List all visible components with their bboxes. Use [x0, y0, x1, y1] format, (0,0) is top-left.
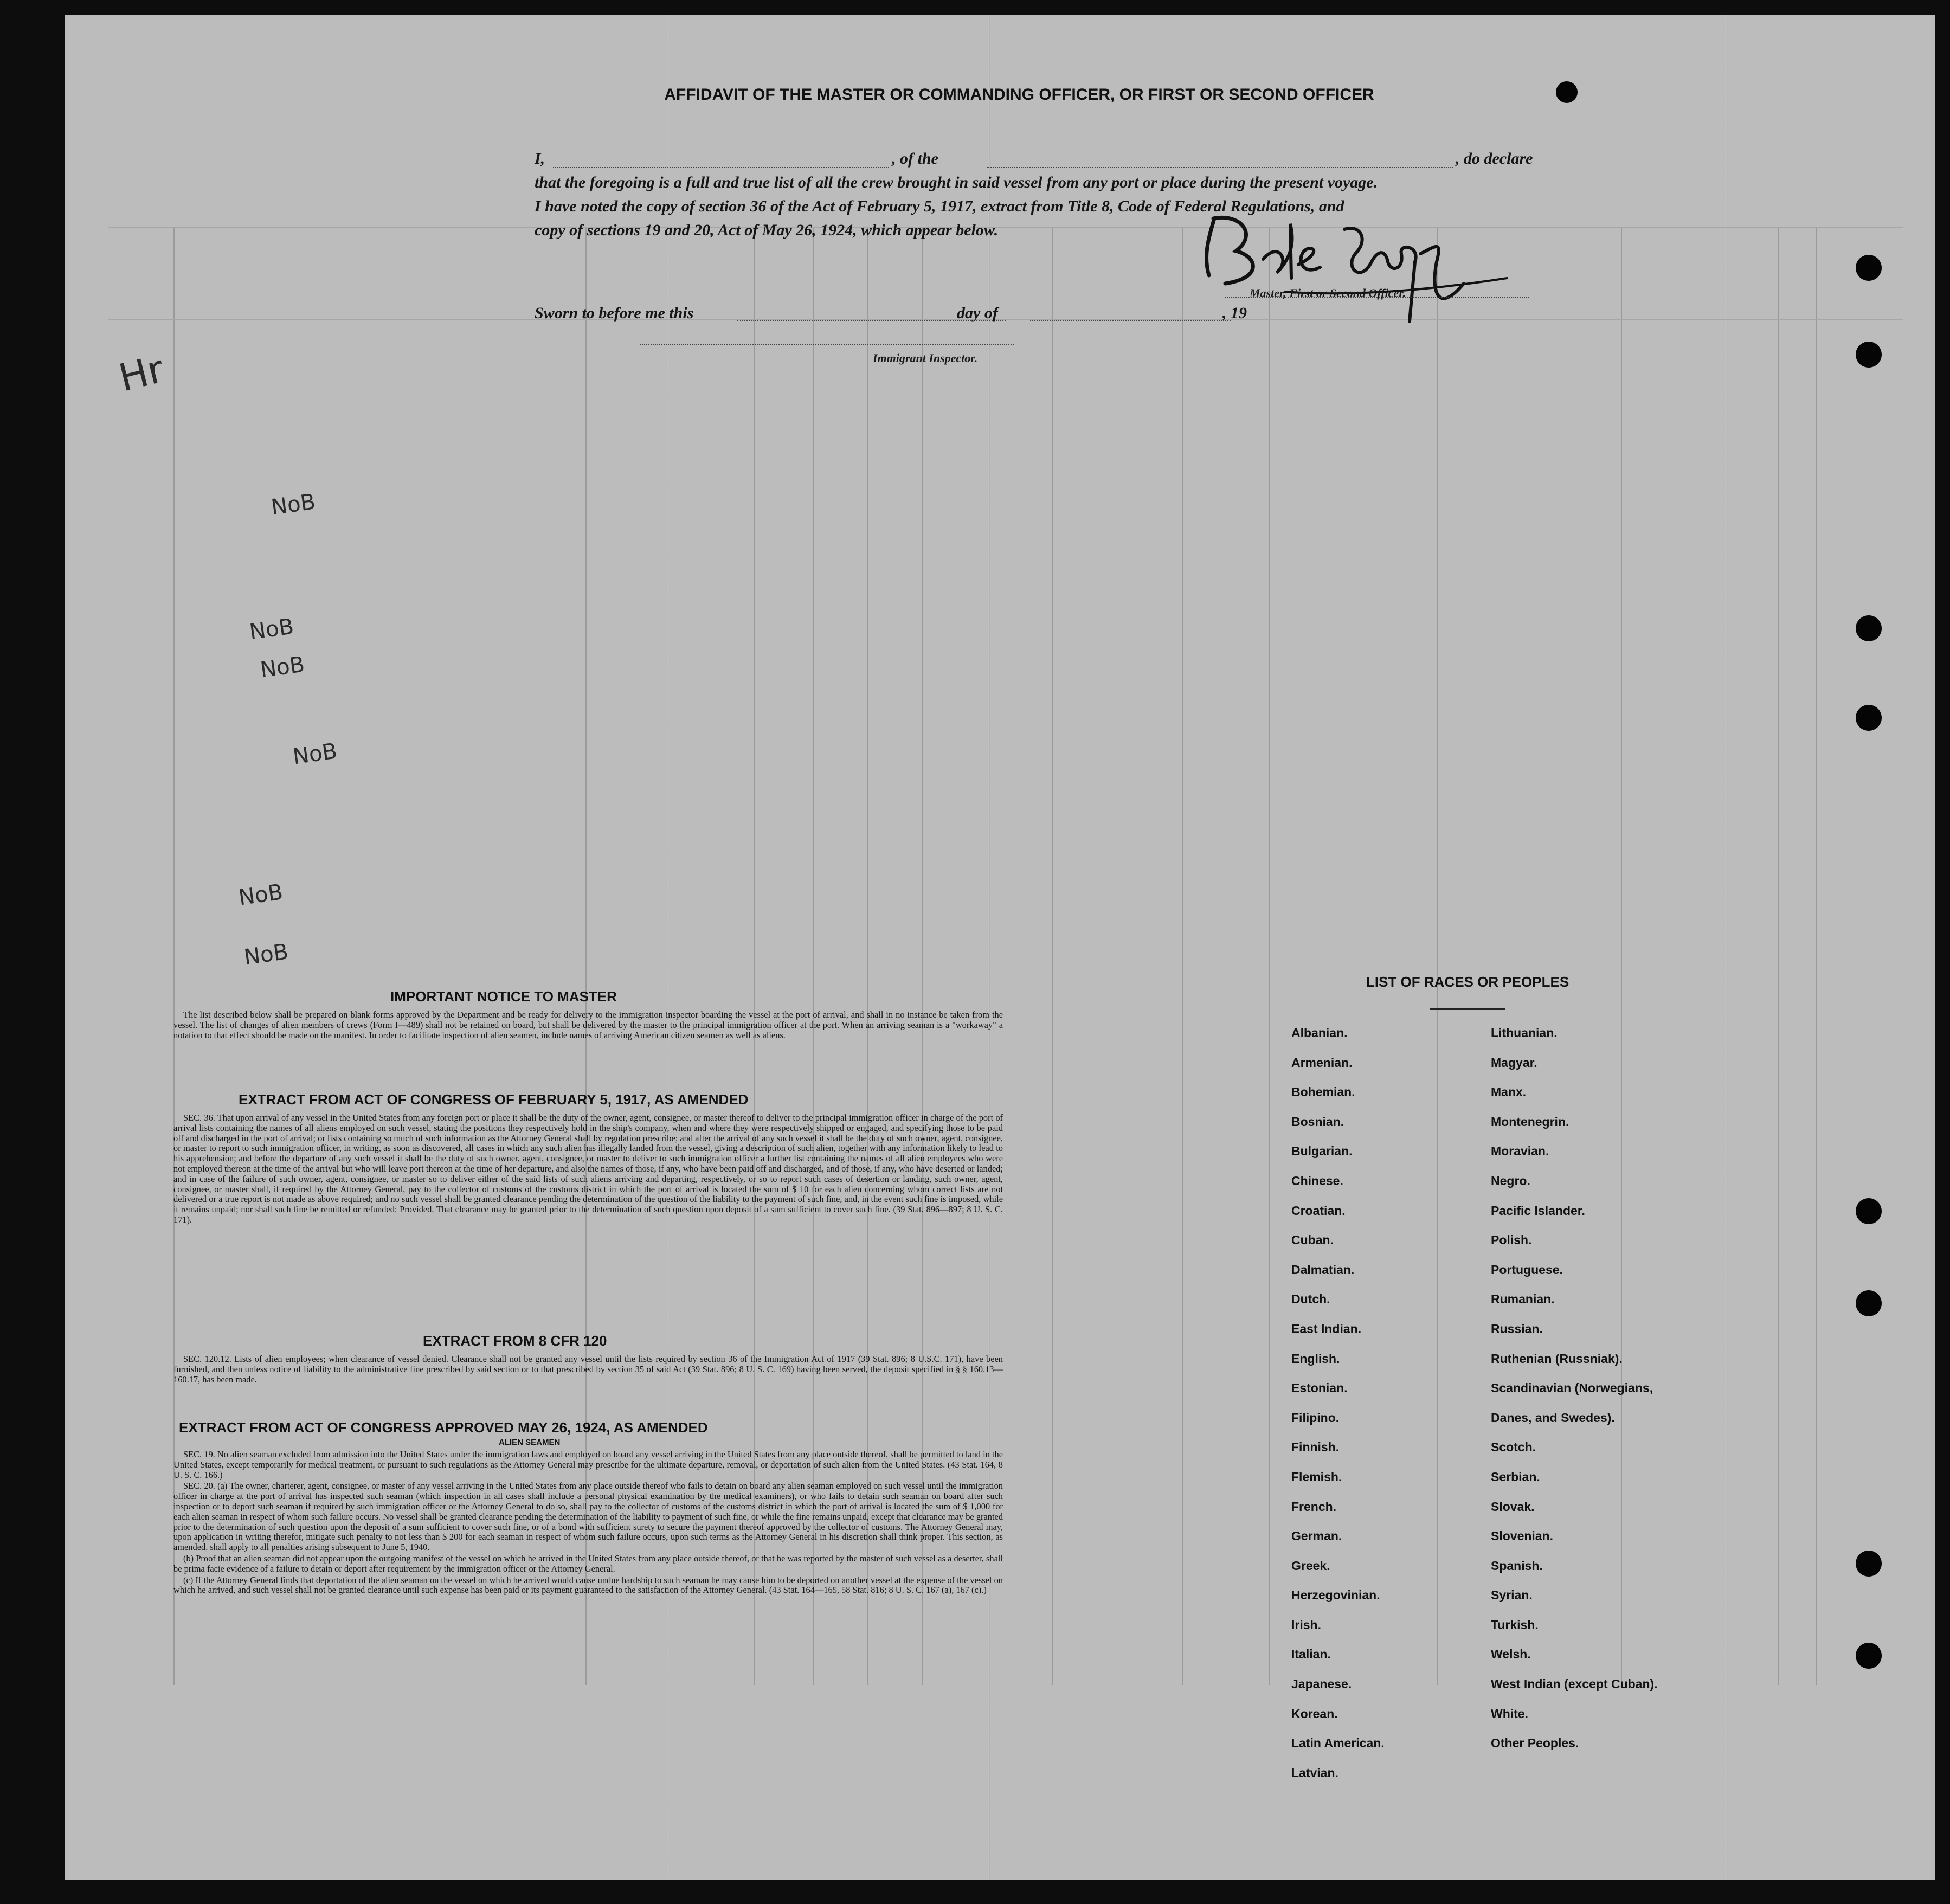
race-item: Slovak. — [1491, 1499, 1535, 1514]
inspector-caption: Immigrant Inspector. — [873, 351, 978, 365]
sworn-month-blank — [1030, 320, 1231, 321]
punch-hole — [1856, 1643, 1882, 1669]
race-item: Pacific Islander. — [1491, 1203, 1585, 1218]
extract-cfr-sec120: SEC. 120.12. Lists of alien employees; when clearance of vessel denied. Clearance shall not be granted any vessel until the lists required by section 36 of the Immigration Act of 1917 (39 Stat. 896; 8 U.S.C. 171), have been furnished, and then unless notice of liability to the administrative fine prescribed by said section or to that prescribed by section 35 of said Act (39 Stat. 896; 8 U. S. C. 169) having been served, the deposit specified in § § 160.13—160.17, has been made. — [173, 1354, 1003, 1385]
race-item: Slovenian. — [1491, 1529, 1554, 1543]
race-item: White. — [1491, 1706, 1528, 1721]
ghost-column-rule — [1778, 227, 1779, 1685]
race-item: Estonian. — [1291, 1381, 1348, 1395]
notice-body — [173, 1010, 1003, 1041]
race-item: Armenian. — [1291, 1055, 1353, 1070]
race-item: Scandinavian (Norwegians, — [1491, 1381, 1653, 1395]
race-item: East Indian. — [1291, 1321, 1362, 1336]
margin-note: NoB — [237, 879, 285, 911]
race-item: Lithuanian. — [1491, 1026, 1558, 1040]
punch-hole — [1856, 705, 1882, 731]
races-title: LIST OF RACES OR PEOPLES — [1366, 974, 1569, 990]
ghost-row-rule — [108, 227, 1903, 228]
extract-1924-sec20c: (c) If the Attorney General finds that deportation of the alien seaman on the vessel on which he arrived would cause undue hardship to such seaman he may cause him to be deported on another vessel at the expense of the vessel on which he arrived, and such vessel shall not be granted clearance until such expense has been paid or its payment guaranteed to the satisfaction of the Attorney General. (43 Stat. 164—165, 58 Stat. 816; 8 U. S. C. 167 (a), 167 (c).) — [173, 1574, 1003, 1596]
race-item: Japanese. — [1291, 1677, 1352, 1691]
day-of-label: day of — [957, 304, 998, 322]
race-item: Ruthenian (Russniak). — [1491, 1351, 1623, 1366]
fold-line — [987, 15, 990, 1880]
race-item: Bohemian. — [1291, 1085, 1355, 1099]
margin-note: Hr — [114, 346, 169, 401]
extract-1924-sec19: SEC. 19. No alien seaman excluded from admission into the United States under the immigration laws and employed on board any vessel arriving in the United States from any place outside thereof, shall be permitted to land in the United States, except temporarily for medical treatment, or pursuant to such regulations as the Attorney General may prescribe for the ultimate departure, removal, or deportation of such alien from the United States. (43 Stat. 164, 8 U. S. C. 166.) — [173, 1449, 1003, 1480]
race-item: Danes, and Swedes). — [1491, 1410, 1615, 1425]
races-list-left — [1291, 1018, 1385, 1787]
extract-1924-subtitle: ALIEN SEAMEN — [499, 1438, 561, 1447]
race-item: Latin American. — [1291, 1736, 1385, 1751]
notice-title: IMPORTANT NOTICE TO MASTER — [390, 988, 617, 1005]
name-blank — [553, 167, 889, 168]
notice-paragraph: The list described below shall be prepared on blank forms approved by the Department and be ready for delivery to the immigration inspector boarding the vessel at the port of arrival, and shall in no instance be taken from the vessel. The list of changes of alien members of crews (Form I—489) shall not be retained on board, but shall be delivered by the master to the principal immigration officer at the port. When an arriving seaman is a "workaway" a notation to that effect should be made on the manifest. In order to facilitate inspection of alien seamen, include names of arriving American citizen seamen as well as aliens. — [173, 1009, 1003, 1040]
margin-note: NoB — [242, 939, 290, 970]
affidavit-declare-i: I, — [535, 150, 545, 168]
ghost-column-rule — [1269, 227, 1270, 1685]
race-item: Albanian. — [1291, 1026, 1348, 1040]
extract-1917-title: EXTRACT FROM ACT OF CONGRESS OF FEBRUARY 5, 1917, AS AMENDED — [239, 1091, 749, 1108]
race-item: Other Peoples. — [1491, 1736, 1579, 1751]
race-item: English. — [1291, 1351, 1340, 1366]
race-item: Rumanian. — [1491, 1292, 1555, 1307]
affidavit-title: AFFIDAVIT OF THE MASTER OR COMMANDING OFFICER, OR FIRST OR SECOND OFFICER — [664, 86, 1374, 104]
ghost-column-rule — [1182, 227, 1183, 1685]
extract-cfr-body — [173, 1354, 1003, 1386]
punch-hole — [1856, 1290, 1882, 1316]
race-item: French. — [1291, 1499, 1337, 1514]
punch-hole — [1856, 615, 1882, 641]
race-item: Irish. — [1291, 1617, 1321, 1632]
vessel-blank — [987, 167, 1453, 168]
punch-hole — [1856, 342, 1882, 368]
extract-1924-sec20a: SEC. 20. (a) The owner, charterer, agent, consignee, or master of any vessel arriving in the United States from any place outside thereof who fails to detain on board any alien seaman employed on such vessel until the immigration officer in charge at the port of arrival has inspected such seaman (which inspection in all cases shall include a personal physical examination by the medical examiners), or who fails to detain such seaman on board after such inspection or to deport such seaman if required by such immigration officer or the Attorney General to do so, shall pay to the collector of customs of the customs district in which the port of arrival is located the sum of $ 1,000 for each alien seaman in respect of whom such failure occurs. No vessel shall be granted clearance pending the determination of the liability to payment of such fine, or while the fine remains unpaid, except that clearance may be granted prior to the determination of such question upon the deposit of a sum sufficient to cover such fine, or of a bond with sufficient surety to secure the payment thereof approved by the collector of customs. The Attorney General may, upon application in writing therefor, mitigate such penalty to not less than $ 200 for each seaman in respect of whom such failure occurs, upon such terms as the Attorney General in his discretion shall think proper. This section, as amended, shall apply to all penalties arising subsequent to June 5, 1940. — [173, 1481, 1003, 1553]
races-title-rule — [1430, 1008, 1505, 1010]
race-item: Moravian. — [1491, 1144, 1549, 1159]
race-item: Dutch. — [1291, 1292, 1330, 1307]
fold-line — [667, 15, 670, 1880]
affidavit-line-3: I have noted the copy of section 36 of the Act of February 5, 1917, extract from Title 8, Code of Federal Regulations, and — [535, 197, 1344, 215]
race-item: Syrian. — [1491, 1588, 1533, 1603]
affidavit-line-2: that the foregoing is a full and true list of all the crew brought in said vessel from any port or place during the present voyage. — [535, 173, 1378, 191]
race-item: Cuban. — [1291, 1233, 1334, 1247]
margin-note: NoB — [248, 614, 295, 645]
punch-hole — [1856, 255, 1882, 281]
race-item: Serbian. — [1491, 1469, 1540, 1484]
ghost-row-rule — [108, 319, 1903, 320]
races-list-right — [1491, 1018, 1658, 1758]
race-item: Herzegovinian. — [1291, 1588, 1380, 1603]
margin-note: NoB — [269, 489, 317, 520]
margin-note: NoB — [259, 652, 306, 683]
extract-1917-body — [173, 1113, 1003, 1226]
punch-hole — [1856, 1198, 1882, 1224]
race-item: Polish. — [1491, 1233, 1532, 1247]
race-item: Italian. — [1291, 1647, 1331, 1662]
ghost-column-rule — [1052, 227, 1053, 1685]
sworn-label: Sworn to before me this — [535, 304, 694, 322]
inspector-signature-line — [640, 344, 1014, 345]
extract-1924-title: EXTRACT FROM ACT OF CONGRESS APPROVED MAY 26, 1924, AS AMENDED — [179, 1419, 708, 1436]
race-item: West Indian (except Cuban). — [1491, 1677, 1658, 1691]
ghost-column-rule — [1816, 227, 1817, 1685]
race-item: Magyar. — [1491, 1055, 1537, 1070]
race-item: Croatian. — [1291, 1203, 1346, 1218]
affidavit-declare-of: , of the — [892, 150, 938, 168]
extract-1917-sec36: SEC. 36. That upon arrival of any vessel in the United States from any foreign port or place it shall be the duty of the owner, agent, consignee, or master thereof to deliver to the principal immigration officer in charge of the port of arrival lists containing the names of all aliens employed on such vessel, stating the positions they respectively hold in the ship's company, when and where they were respectively shipped or engaged, and specifying those to be paid off and discharged in the port of arrival; or lists containing so much of such information as the Attorney General shall by regulation prescribe; and after the arrival of any such vessel it shall be the duty of such owner, agent, consignee, or master to report to such immigration officer, in writing, as soon as discovered, all cases in which any such alien has illegally landed from the vessel, giving a description of such alien, together with any information likely to lead to his apprehension; and before the departure of any such vessel it shall be the duty of such owner, agent, consignee, or master to deliver to such immigration officer a further list containing the names of all alien employees who were not employed thereon at the time of the arrival but who will leave port thereon at the time of her departure, and also the names of those, if any, who have been paid off and discharged, and of those, if any, who have deserted or landed; and in case of the failure of such owner, agent, consignee, or master so to deliver either of the said lists of such aliens arriving and departing, respectively, or so to report such cases of desertion or landing, such owner, agent, consignee, or master shall, if required by the Attorney General, pay to the collector of customs of the customs district in which the port of arrival is located the sum of $ 10 for each alien concerning whom correct lists are not delivered or a true report is not made as above required; and no such vessel shall be granted clearance pending the determination of the question of the liability to the payment of such fine, and, in the event such fine is imposed, while it remains unpaid; nor shall such fine be remitted or refunded: Provided. That clearance may be granted prior to the determination of such question upon deposit of a sum sufficient to cover such fine. (39 Stat. 896—897; 8 U. S. C. 171). — [173, 1112, 1003, 1225]
race-item: Dalmatian. — [1291, 1262, 1355, 1277]
affidavit-declare-tail: , do declare — [1456, 150, 1533, 168]
race-item: Latvian. — [1291, 1765, 1338, 1780]
race-item: Turkish. — [1491, 1617, 1539, 1632]
race-item: Korean. — [1291, 1706, 1338, 1721]
affidavit-line-4: copy of sections 19 and 20, Act of May 26, 1924, which appear below. — [535, 221, 999, 239]
punch-hole — [1856, 1551, 1882, 1577]
race-item: Greek. — [1291, 1558, 1330, 1573]
extract-cfr-title: EXTRACT FROM 8 CFR 120 — [423, 1333, 607, 1349]
fold-line — [1724, 15, 1727, 1880]
race-item: Bosnian. — [1291, 1114, 1344, 1129]
race-item: Scotch. — [1491, 1440, 1536, 1455]
race-item: Chinese. — [1291, 1173, 1343, 1188]
race-item: Montenegrin. — [1491, 1114, 1569, 1129]
race-item: Portuguese. — [1491, 1262, 1563, 1277]
extract-1924-body — [173, 1450, 1003, 1597]
year-prefix: , 19 — [1222, 304, 1247, 322]
punch-hole — [1556, 81, 1578, 103]
race-item: Flemish. — [1291, 1469, 1342, 1484]
race-item: Negro. — [1491, 1173, 1530, 1188]
race-item: Finnish. — [1291, 1440, 1340, 1455]
race-item: Russian. — [1491, 1321, 1543, 1336]
race-item: Filipino. — [1291, 1410, 1340, 1425]
race-item: Manx. — [1491, 1085, 1527, 1099]
race-item: Bulgarian. — [1291, 1144, 1353, 1159]
race-item: Welsh. — [1491, 1647, 1531, 1662]
margin-note: NoB — [291, 738, 339, 770]
ghost-column-rule — [1437, 227, 1438, 1685]
master-caption: Master, First or Second Officer. — [1250, 286, 1406, 300]
extract-1924-sec20b: (b) Proof that an alien seaman did not appear upon the outgoing manifest of the vessel on which he arrived in the United States from any place outside thereof, or that he was reported by the master of such vessel as a deserter, shall be prima facie evidence of a failure to detain or deport after requirement by the immigration officer or the Attorney General. — [173, 1553, 1003, 1574]
race-item: Spanish. — [1491, 1558, 1543, 1573]
race-item: German. — [1291, 1529, 1342, 1543]
manifest-sheet — [65, 15, 1935, 1880]
